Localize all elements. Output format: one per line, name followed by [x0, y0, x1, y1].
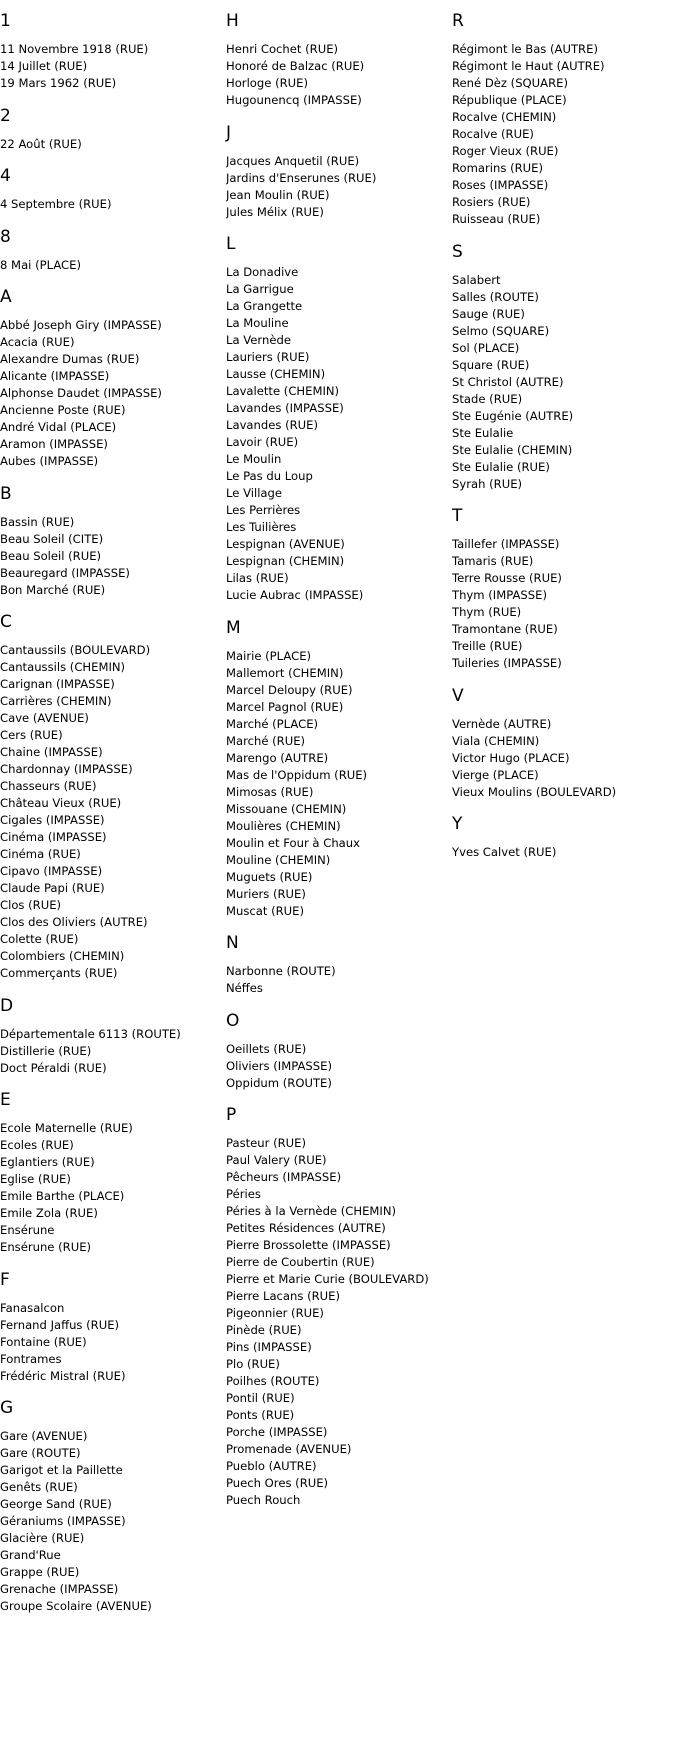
street-name: Puech Rouch [226, 1493, 301, 1507]
street-name: Aramon (IMPASSE) [0, 437, 108, 451]
street-name: Péries à la Vernède (CHEMIN) [226, 1204, 397, 1218]
street-list [0, 642, 225, 982]
letter-group [0, 996, 225, 1077]
letter-group [226, 1105, 451, 1509]
letter-heading: C [0, 612, 12, 632]
street-list [0, 1120, 225, 1256]
street-name: Doct Péraldi (RUE) [0, 1060, 107, 1075]
street-name: Aubes (IMPASSE) [0, 454, 99, 468]
street-name: Jules Mélix (RUE) [226, 204, 324, 219]
street-name: Honoré de Balzac (RUE) [226, 59, 365, 73]
street-name: La Mouline [226, 316, 289, 330]
street-name: 4 Septembre (RUE) [0, 197, 112, 211]
street-name: Départementale 6113 (ROUTE) [0, 1026, 181, 1041]
street-name: Ancienne Poste (RUE) [0, 403, 126, 417]
street-name: Petites Résidences (AUTRE) [226, 1221, 386, 1235]
letter-heading: F [0, 1269, 10, 1290]
street-name: André Vidal (PLACE) [0, 420, 117, 434]
street-name: Gare (ROUTE) [0, 1446, 81, 1460]
street-list [452, 844, 675, 861]
street-name: Terre Rousse (RUE) [452, 571, 562, 585]
street-name: Ste Eulalie [452, 425, 514, 440]
street-name: Oppidum (ROUTE) [226, 1075, 332, 1090]
street-list [0, 317, 225, 470]
street-name: Moulin et Four à Chaux [226, 835, 360, 850]
street-list [226, 1135, 451, 1509]
street-name: Bon Marché (RUE) [0, 582, 106, 597]
street-name: Lavalette (CHEMIN) [226, 384, 340, 398]
street-name: Régimont le Bas (AUTRE) [452, 42, 598, 56]
street-name: Alicante (IMPASSE) [0, 369, 110, 383]
street-name: Chasseurs (RUE) [0, 779, 97, 793]
street-name: Oeillets (RUE) [226, 1041, 307, 1056]
letter-group [226, 234, 451, 604]
letter-group [452, 686, 675, 801]
street-name: Thym (RUE) [452, 605, 522, 619]
street-name: Vierge (PLACE) [452, 767, 539, 782]
street-name: Moulières (CHEMIN) [226, 818, 341, 833]
street-name: Selmo (SQUARE) [452, 323, 550, 338]
street-name: Marcel Deloupy (RUE) [226, 682, 353, 697]
street-name: Chardonnay (IMPASSE) [0, 762, 133, 776]
street-name: Alexandre Dumas (RUE) [0, 352, 140, 366]
street-name: Gare (AVENUE) [0, 1429, 88, 1443]
street-name: La Garrigue [226, 282, 294, 296]
street-name: Promenade (AVENUE) [226, 1442, 352, 1456]
letter-heading: Y [452, 814, 463, 834]
street-name: Cigales (IMPASSE) [0, 813, 105, 827]
street-name: Lucie Aubrac (IMPASSE) [226, 588, 364, 602]
street-name: Salabert [452, 272, 501, 287]
letter-heading: 4 [0, 166, 11, 186]
street-name: Rocalve (CHEMIN) [452, 110, 557, 124]
letter-heading: R [452, 11, 464, 31]
letter-heading: N [226, 933, 239, 953]
street-name: Eglise (RUE) [0, 1172, 71, 1186]
street-name: Viala (CHEMIN) [452, 733, 540, 748]
street-name: Géraniums (IMPASSE) [0, 1514, 126, 1528]
letter-heading: D [0, 995, 14, 1016]
street-name: Ensérune [0, 1223, 55, 1237]
street-name: Syrah (RUE) [452, 476, 523, 491]
street-name: Groupe Scolaire (AVENUE) [0, 1599, 152, 1613]
street-name: Cinéma (IMPASSE) [0, 830, 107, 844]
letter-group [226, 933, 451, 997]
letter-group [0, 612, 225, 982]
street-name: Clos (RUE) [0, 898, 62, 912]
letter-heading: H [226, 11, 239, 31]
street-name: Ecole Maternelle (RUE) [0, 1121, 133, 1135]
street-name: Pinède (RUE) [226, 1323, 302, 1337]
street-name: Pueblo (AUTRE) [226, 1459, 317, 1473]
street-name: Pierre Lacans (RUE) [226, 1289, 341, 1303]
street-name: Marché (PLACE) [226, 716, 319, 731]
street-name: Pêcheurs (IMPASSE) [226, 1170, 342, 1184]
street-name: Horloge (RUE) [226, 76, 308, 90]
street-name: Ecoles (RUE) [0, 1138, 74, 1152]
street-name: Treille (RUE) [452, 639, 523, 653]
street-name: Sol (PLACE) [452, 340, 520, 355]
street-name: René Dèz (SQUARE) [452, 76, 568, 90]
letter-group [0, 1270, 225, 1385]
street-name: Cinéma (RUE) [0, 847, 81, 861]
street-name: La Donadive [226, 265, 299, 279]
street-name: Pierre Brossolette (IMPASSE) [226, 1238, 391, 1252]
street-name: Carignan (IMPASSE) [0, 677, 115, 691]
street-name: 8 Mai (PLACE) [0, 257, 81, 272]
street-index-column-3 [452, 0, 675, 875]
street-list [452, 272, 675, 493]
street-name: Sauge (RUE) [452, 306, 525, 321]
street-name: Henri Cochet (RUE) [226, 42, 339, 56]
street-name: Régimont le Haut (AUTRE) [452, 59, 605, 73]
street-name: Marengo (AUTRE) [226, 750, 329, 765]
street-name: Lilas (RUE) [226, 571, 289, 585]
street-name: La Vernède [226, 333, 291, 347]
street-name: Ste Eulalie (CHEMIN) [452, 442, 573, 457]
street-list [452, 536, 675, 672]
street-name: République (PLACE) [452, 93, 567, 107]
street-name: Missouane (CHEMIN) [226, 801, 347, 816]
street-name: Hugounencq (IMPASSE) [226, 93, 362, 107]
street-index-column-1 [0, 0, 225, 1629]
street-name: Romarins (RUE) [452, 161, 544, 175]
street-name: Pierre de Coubertin (RUE) [226, 1255, 375, 1269]
street-name: Claude Papi (RUE) [0, 881, 105, 895]
street-name: Pierre et Marie Curie (BOULEVARD) [226, 1272, 429, 1286]
street-name: 11 Novembre 1918 (RUE) [0, 42, 149, 56]
letter-group [226, 123, 451, 221]
street-list [226, 648, 451, 920]
street-name: Lavandes (IMPASSE) [226, 401, 344, 415]
street-name: Beau Soleil (RUE) [0, 548, 102, 563]
letter-heading: A [0, 287, 12, 307]
street-name: Abbé Joseph Giry (IMPASSE) [0, 318, 162, 332]
street-name: Lespignan (CHEMIN) [226, 554, 345, 568]
street-name: Cave (AVENUE) [0, 711, 89, 725]
street-name: Mairie (PLACE) [226, 648, 312, 663]
street-list [226, 963, 451, 997]
street-name: Ruisseau (RUE) [452, 212, 541, 226]
street-list [0, 41, 225, 92]
letter-group [0, 11, 225, 92]
street-name: Carrières (CHEMIN) [0, 694, 112, 708]
street-list [452, 41, 675, 228]
street-name: Grand'Rue [0, 1548, 61, 1562]
street-name: Ponts (RUE) [226, 1408, 295, 1422]
street-name: Square (RUE) [452, 357, 530, 372]
street-name: Yves Calvet (RUE) [452, 845, 557, 859]
street-name: 22 Août (RUE) [0, 136, 82, 151]
letter-heading: O [226, 1010, 240, 1031]
street-list [0, 1026, 225, 1077]
letter-group [0, 287, 225, 470]
street-list [0, 257, 225, 274]
street-name: Narbonne (ROUTE) [226, 964, 336, 978]
street-name: Grappe (RUE) [0, 1565, 80, 1579]
street-name: Salles (ROUTE) [452, 289, 539, 304]
street-name: Vernède (AUTRE) [452, 716, 552, 731]
street-name: Beauregard (IMPASSE) [0, 565, 130, 580]
street-name: Péries [226, 1187, 261, 1201]
street-name: Rosiers (RUE) [452, 195, 531, 209]
street-name: Stade (RUE) [452, 391, 523, 406]
street-name: Muscat (RUE) [226, 903, 305, 918]
street-name: Fontaine (RUE) [0, 1334, 87, 1349]
street-list [0, 514, 225, 599]
street-name: Poilhes (ROUTE) [226, 1374, 320, 1388]
letter-group [0, 106, 225, 153]
street-name: Pigeonnier (RUE) [226, 1306, 324, 1320]
street-name: Paul Valery (RUE) [226, 1153, 327, 1167]
street-name: Muriers (RUE) [226, 886, 306, 901]
letter-heading: G [0, 1398, 14, 1418]
street-list [0, 1428, 225, 1615]
street-name: 19 Mars 1962 (RUE) [0, 76, 117, 90]
street-name: Lausse (CHEMIN) [226, 367, 326, 381]
street-name: Fanasalcon [0, 1300, 65, 1315]
letter-group [0, 1090, 225, 1256]
street-list [452, 716, 675, 801]
street-name: Victor Hugo (PLACE) [452, 750, 570, 765]
street-name: Frédéric Mistral (RUE) [0, 1368, 126, 1383]
street-name: Vieux Moulins (BOULEVARD) [452, 784, 617, 799]
street-name: Cantaussils (CHEMIN) [0, 660, 126, 674]
street-name: Pins (IMPASSE) [226, 1340, 312, 1354]
street-name: Les Tuilières [226, 520, 297, 534]
letter-group [452, 11, 675, 228]
street-name: Distillerie (RUE) [0, 1043, 92, 1058]
street-name: George Sand (RUE) [0, 1497, 112, 1511]
street-name: St Christol (AUTRE) [452, 374, 564, 389]
letter-group [452, 814, 675, 861]
street-name: Le Moulin [226, 452, 282, 466]
street-name: Roger Vieux (RUE) [452, 144, 559, 158]
street-list [226, 264, 451, 604]
letter-heading: M [226, 617, 241, 638]
street-name: Fernand Jaffus (RUE) [0, 1317, 120, 1332]
street-name: Chaine (IMPASSE) [0, 745, 103, 759]
street-name: Cantaussils (BOULEVARD) [0, 643, 151, 657]
street-name: Glacière (RUE) [0, 1531, 85, 1545]
street-name: La Grangette [226, 299, 303, 313]
letter-heading: E [0, 1090, 11, 1110]
street-name: Lavandes (RUE) [226, 418, 319, 432]
street-name: Marcel Pagnol (RUE) [226, 699, 344, 714]
street-name: Colette (RUE) [0, 932, 79, 946]
street-name: Fontrames [0, 1351, 62, 1366]
street-list [0, 136, 225, 153]
street-name: Clos des Oliviers (AUTRE) [0, 915, 148, 929]
street-name: Bassin (RUE) [0, 514, 75, 529]
street-name: Lavoir (RUE) [226, 435, 299, 449]
letter-heading: 8 [0, 226, 11, 247]
street-name: Porche (IMPASSE) [226, 1425, 328, 1439]
street-name: Genêts (RUE) [0, 1480, 78, 1494]
street-name: Thym (IMPASSE) [452, 588, 547, 602]
letter-heading: S [452, 241, 463, 262]
street-name: Rocalve (RUE) [452, 127, 534, 141]
street-name: Oliviers (IMPASSE) [226, 1058, 332, 1073]
street-name: Emile Zola (RUE) [0, 1206, 98, 1220]
letter-heading: B [0, 483, 12, 504]
street-name: Ensérune (RUE) [0, 1240, 92, 1254]
street-name: Lauriers (RUE) [226, 350, 310, 364]
letter-group [452, 506, 675, 672]
street-name: Pasteur (RUE) [226, 1136, 307, 1150]
letter-group [226, 618, 451, 920]
street-name: Eglantiers (RUE) [0, 1155, 95, 1169]
street-name: Cers (RUE) [0, 728, 63, 742]
street-name: Château Vieux (RUE) [0, 796, 122, 810]
street-name: Beau Soleil (CITE) [0, 531, 104, 546]
street-name: Colombiers (CHEMIN) [0, 949, 125, 963]
letter-heading: L [226, 234, 236, 254]
street-name: Acacia (RUE) [0, 335, 75, 349]
street-name: Garigot et la Paillette [0, 1463, 123, 1477]
street-name: Alphonse Daudet (IMPASSE) [0, 386, 162, 400]
street-name: Mouline (CHEMIN) [226, 852, 331, 867]
street-list [226, 1041, 451, 1092]
street-name: Ste Eulalie (RUE) [452, 459, 550, 474]
street-name: Cipavo (IMPASSE) [0, 864, 103, 878]
street-name: Pontil (RUE) [226, 1391, 295, 1405]
street-name: Roses (IMPASSE) [452, 178, 549, 192]
street-name: Lespignan (AVENUE) [226, 537, 345, 551]
letter-group [0, 1398, 225, 1615]
street-name: Les Perrières [226, 503, 301, 517]
street-name: Emile Barthe (PLACE) [0, 1189, 125, 1203]
street-name: Le Village [226, 486, 283, 500]
street-name: Jardins d'Enserunes (RUE) [226, 170, 377, 185]
street-name: Ste Eugénie (AUTRE) [452, 408, 574, 423]
street-name: Commerçants (RUE) [0, 966, 118, 980]
street-name: Mimosas (RUE) [226, 784, 314, 799]
letter-heading: 2 [0, 105, 11, 126]
street-name: Néffes [226, 981, 263, 995]
street-name: Puech Ores (RUE) [226, 1476, 329, 1490]
street-name: Grenache (IMPASSE) [0, 1582, 119, 1596]
street-name: 14 Juillet (RUE) [0, 59, 88, 73]
street-name: Muguets (RUE) [226, 869, 313, 884]
letter-heading: P [226, 1105, 237, 1125]
street-name: Tramontane (RUE) [452, 622, 558, 636]
letter-group [226, 1011, 451, 1092]
letter-heading: T [452, 506, 463, 526]
street-list [226, 153, 451, 221]
street-index-column-2 [226, 0, 451, 1523]
letter-group [452, 242, 675, 493]
street-name: Le Pas du Loup [226, 469, 313, 483]
letter-heading: J [226, 122, 232, 143]
street-name: Jean Moulin (RUE) [226, 187, 330, 202]
street-name: Tamaris (RUE) [452, 554, 534, 568]
street-list [0, 196, 225, 213]
street-name: Mas de l'Oppidum (RUE) [226, 767, 368, 782]
letter-heading: V [452, 685, 464, 706]
letter-group [0, 484, 225, 599]
street-list [226, 41, 451, 109]
street-list [0, 1300, 225, 1385]
letter-group [226, 11, 451, 109]
street-name: Mallemort (CHEMIN) [226, 665, 344, 680]
street-name: Tuileries (IMPASSE) [452, 656, 562, 670]
street-name: Marché (RUE) [226, 733, 306, 748]
letter-group [0, 227, 225, 274]
letter-group [0, 166, 225, 213]
street-name: Plo (RUE) [226, 1357, 280, 1371]
street-name: Taillefer (IMPASSE) [452, 537, 560, 551]
street-name: Jacques Anquetil (RUE) [226, 153, 360, 168]
letter-heading: 1 [0, 11, 11, 31]
